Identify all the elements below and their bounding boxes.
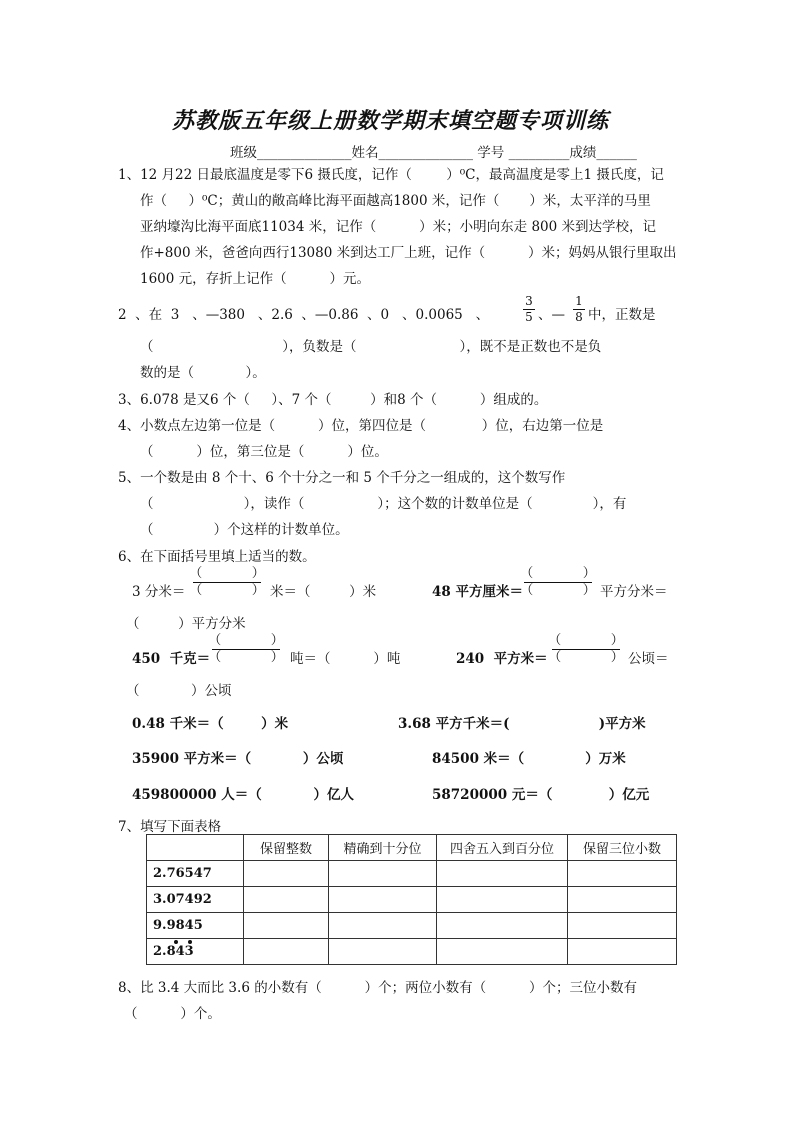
page-title: 苏教版五年级上册数学期末填空题专项训练 [172, 108, 610, 134]
q5-line-2: （ ），读作（ ）；这个数的计数单位是（ ），有 [140, 496, 627, 512]
q6-f1: 35900 平方米＝（ ）公顷 [132, 751, 344, 767]
q6-c-left: 450 千克＝ [132, 651, 211, 667]
table-row [147, 887, 677, 913]
q5-line-1: 5、一个数是由 8 个十、6 个十分之一和 5 个千分之一组成的，这个数写作 [118, 470, 566, 486]
q1-line-1: 1、12 月22 日最底温度是零下6 摄氏度，记作（ ）⁰C，最高温度是零上1 摄氏度，记 [118, 167, 664, 183]
table-header-cell: 精确到十分位 [329, 835, 437, 861]
rounding-table [146, 834, 677, 965]
q6-c-fraction [206, 633, 286, 666]
table-cell[interactable] [437, 913, 568, 939]
q6-e1: 0.48 千米＝（ ）米 [132, 716, 289, 732]
fraction-numerator-blank: （ ） [520, 566, 596, 581]
q2-separator: 、— [538, 307, 565, 323]
fraction-denominator: 5 [525, 310, 533, 324]
q6-b-fraction [518, 566, 598, 599]
fraction-denominator-blank: （ ） [548, 650, 624, 665]
q6-b-cont: （ ）平方分米 [126, 616, 246, 632]
q6-a-right: 米＝（ ）米 [270, 584, 377, 600]
table-header-cell: 保留三位小数 [568, 835, 677, 861]
q2-line-2: （ ），负数是（ ），既不是正数也不是负 [140, 339, 602, 355]
table-row-number [147, 939, 244, 965]
table-cell[interactable] [329, 913, 437, 939]
repeating-decimal: 2.843 [153, 944, 194, 959]
q6-e2: 3.68 平方千米＝( )平方米 [398, 716, 646, 732]
q1-line-2: 作（ ）⁰C；黄山的敞高峰比海平面越高1800 米，记作（ ）米，太平洋的马里 [140, 193, 651, 209]
table-cell[interactable] [437, 887, 568, 913]
fraction-numerator-blank: （ ） [548, 633, 624, 648]
table-row-number: 3.07492 [147, 887, 244, 913]
q2-line-1: 2 、在 3 、—380 、2.6 、—0.86 、0 、0.0065 、 [118, 307, 490, 323]
table-cell[interactable] [568, 939, 677, 965]
table-cell[interactable] [244, 861, 329, 887]
fraction-numerator-blank: （ ） [208, 633, 284, 648]
table-cell[interactable] [568, 861, 677, 887]
q1-line-4: 作+800 米，爸爸向西行13080 米到达工厂上班，记作（ ）米；妈妈从银行里取出 [140, 245, 677, 261]
q2-tail: 中，正数是 [588, 307, 656, 323]
q6-b-right: 平方分米＝ [600, 584, 668, 600]
table-cell[interactable] [329, 861, 437, 887]
table-header-cell: 四舍五入到百分位 [437, 835, 568, 861]
q6-b-left: 48 平方厘米＝ [432, 584, 523, 600]
q7-intro: 7、填写下面表格 [118, 819, 222, 835]
fraction-denominator: 8 [575, 310, 583, 324]
q6-a-fraction [187, 566, 267, 599]
fraction-denominator-blank: （ ） [189, 583, 265, 598]
table-header-cell [147, 835, 244, 861]
table-cell[interactable] [568, 887, 677, 913]
q6-a-left: 3 分米＝ [132, 584, 186, 600]
table-cell[interactable] [329, 939, 437, 965]
q8-line-2: （ ）个。 [124, 1006, 221, 1022]
table-cell[interactable] [244, 913, 329, 939]
table-cell[interactable] [437, 939, 568, 965]
repeat-dot-icon [188, 940, 192, 944]
q1-line-5: 1600 元，存折上记作（ ）元。 [140, 271, 371, 287]
student-info-line: 班级______________姓名______________ 学号 _________成绩______ [230, 145, 637, 161]
q1-line-3: 亚纳壕沟比海平面底11034 米，记作（ ）米；小明向东走 800 米到达学校，记 [140, 219, 656, 235]
q4-line-2: （ ）位，第三位是（ ）位。 [140, 444, 388, 460]
table-cell[interactable] [329, 887, 437, 913]
table-row-number: 9.9845 [147, 913, 244, 939]
fraction-numerator-blank: （ ） [189, 566, 265, 581]
q5-line-3: （ ）个这样的计数单位。 [140, 522, 349, 538]
table-row [147, 939, 677, 965]
q2-fraction-1-8 [572, 295, 586, 324]
table-cell[interactable] [437, 861, 568, 887]
table-cell[interactable] [244, 939, 329, 965]
fraction-numerator: 3 [525, 294, 533, 308]
table-row [147, 861, 677, 887]
q6-d-cont: （ ）公顷 [126, 683, 232, 699]
q6-g1: 459800000 人＝（ ）亿人 [132, 787, 354, 803]
fraction-denominator-blank: （ ） [520, 583, 596, 598]
fraction-numerator: 1 [575, 294, 583, 308]
q4-line-1: 4、小数点左边第一位是（ ）位，第四位是（ ）位，右边第一位是 [118, 418, 604, 434]
q6-d-left: 240 平方米＝ [456, 651, 548, 667]
q2-line-3: 数的是（ ）。 [140, 365, 266, 381]
table-cell[interactable] [568, 913, 677, 939]
q6-c-right: 吨＝（ ）吨 [290, 651, 401, 667]
q6-g2: 58720000 元＝（ ）亿元 [432, 787, 650, 803]
repeat-dot-icon [174, 940, 178, 944]
q8-line-1: 8、比 3.4 大而比 3.6 的小数有（ ）个；两位小数有（ ）个；三位小数有 [118, 980, 638, 996]
q6-d-fraction [546, 633, 626, 666]
table-header-row [147, 835, 677, 861]
q6-f2: 84500 米＝（ ）万米 [432, 751, 626, 767]
table-row-number: 2.76547 [147, 861, 244, 887]
table-cell[interactable] [244, 887, 329, 913]
q3-line: 3、6.078 是又6 个（ ）、7 个（ ）和8 个（ ）组成的。 [118, 392, 548, 408]
q6-intro: 6、在下面括号里填上适当的数。 [118, 549, 316, 565]
q2-fraction-3-5 [522, 295, 536, 324]
table-row [147, 913, 677, 939]
fraction-denominator-blank: （ ） [208, 650, 284, 665]
q6-d-right: 公顷＝ [628, 651, 669, 667]
table-header-cell: 保留整数 [244, 835, 329, 861]
